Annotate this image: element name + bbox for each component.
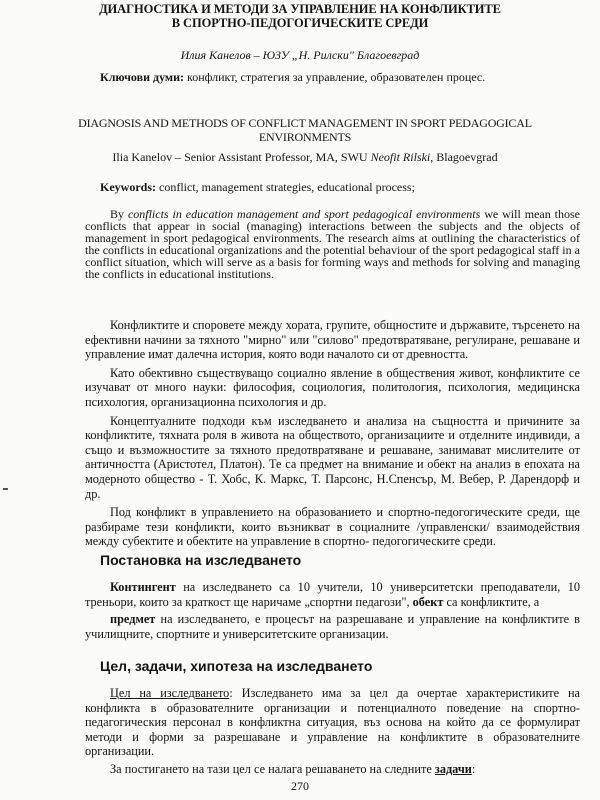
author-en bbox=[40, 150, 570, 164]
paragraph-text: За постигането на тази цел се налага решаването на следните bbox=[110, 761, 435, 776]
keywords-bg-label: Ключови думи: bbox=[100, 70, 185, 84]
section-paragraph bbox=[85, 580, 580, 609]
body-paragraph: Като обективно съществуващо социално явление в обществения живот, конфликтите се изучават от много науки: философия, социология, политология, психология, медицинска психология, организационна психология и др. bbox=[85, 365, 580, 409]
term-subject: предмет bbox=[110, 612, 156, 627]
author-en-pre: Ilia Kanelov – Senior Assistant Professor, MA, SWU bbox=[112, 150, 371, 164]
paragraph-text: на изследването, е процесът на разрешаване и управление на конфликтите в училищните, спортните и университетските организации. bbox=[85, 612, 580, 641]
keywords-en bbox=[100, 180, 570, 194]
abstract-paragraph bbox=[85, 208, 580, 280]
abstract-text: we will mean those conflicts that appear in social (managing) interactions between the subjects and the objects of management in sport pedagogical environments. The research aims at outlining the characteristics of the conflicts in educational organizations and the potential behaviour of the sport pedagogical staff in a conflict situation, which will serve as a basis for forming ways and methods for solving and managing the conflicts in educational institutions. bbox=[85, 207, 580, 281]
en-title-line: ENVIRONMENTS bbox=[258, 130, 352, 144]
section-paragraph bbox=[85, 686, 580, 759]
english-title bbox=[40, 116, 570, 144]
body-paragraph: Конфликтите и споровете между хората, групите, общностите и държавите, търсенето на ефективни начини за тяхното "мирно" или "силово" предотвратяване, регулиране, решаване и управление имат далечна история, която води началото си от древността. bbox=[85, 318, 580, 362]
section-paragraph bbox=[85, 762, 580, 777]
en-title-line: DIAGNOSIS AND METHODS OF CONFLICT MANAGEMENT IN SPORT PEDAGOGICAL bbox=[78, 116, 532, 130]
abstract-pre: By bbox=[110, 207, 128, 221]
keywords-bg bbox=[100, 70, 570, 84]
paper-title bbox=[40, 2, 560, 30]
scan-speck bbox=[3, 488, 8, 490]
keywords-en-label: Keywords: bbox=[100, 180, 156, 194]
body-paragraph: Под конфликт в управлението на образованието и спортно-педогогическите среди, ще разбираме тези конфликти, които възникват в социалните /управленски/ взаимодействия между субектите и обектите на управление в спортно- педогогическите среди. bbox=[85, 505, 580, 549]
paragraph-text: : Изследването има за цел да очертае характеристиките на конфликта в образователните организации и потенциалното поведение на спортно-педагогическия персонал в конфликтна ситуация, въз основа на който да се формулират методи и форми за разрешаване и управление на конфликтите в образователните организации. bbox=[85, 686, 581, 759]
author-en-post: , Blagoevgrad bbox=[430, 150, 498, 164]
term-contingent: Контингент bbox=[110, 580, 176, 594]
title-line: ДИАГНОСТИКА И МЕТОДИ ЗА УПРАВЛЕНИЕ НА КОНФЛИКТИТЕ bbox=[99, 2, 501, 16]
paragraph-text: са конфликтите, а bbox=[443, 594, 540, 609]
abstract bbox=[85, 208, 580, 280]
author-en-university: Neofit Rilski bbox=[370, 150, 431, 164]
section-goals bbox=[85, 686, 580, 780]
page-number: 270 bbox=[291, 779, 309, 793]
section-heading: Цел, задачи, хипотеза на изследването bbox=[100, 658, 373, 674]
term-goal: Цел на изследването bbox=[110, 686, 230, 700]
intro-body bbox=[85, 318, 580, 553]
term-tasks: задачи bbox=[434, 761, 472, 776]
body-paragraph: Концептуалните подходи към изследването и анализа на същността и причините за конфликтите, тяхната роля в живота на обществото, организациите и отделните индивиди, а също и възможностите за тяхното предотвратяване и решаване, занимават мислителите от античността (Аристотел, Платон). Те са предмет на внимание и обект на анализ в епохата на модерното общество - Т. Хобс, К. Маркс, Т. Парсонс, Н.Спенсър, М. Вебер, Р. Дарендорф и др. bbox=[85, 413, 580, 501]
paragraph-text: на изследването са 10 учители, 10 университетски преподаватели, 10 треньори, които за краткост ще наричаме „спортни педагози", bbox=[85, 580, 580, 609]
title-line: В СПОРТНО-ПЕДОГОГИЧЕСКИТЕ СРЕДИ bbox=[171, 16, 429, 30]
section-research-setup bbox=[85, 580, 580, 644]
keywords-en-text: conflict, management strategies, educational process; bbox=[156, 180, 415, 194]
abstract-term: conflicts in education management and sport pedagogical environments bbox=[127, 207, 481, 221]
section-heading: Постановка на изследването bbox=[100, 552, 302, 568]
term-object: обект bbox=[412, 594, 444, 609]
section-paragraph bbox=[85, 612, 580, 641]
keywords-bg-text: конфликт, стратегия за управление, образователен процес. bbox=[184, 70, 486, 84]
author-bg: Илия Канелов – ЮЗУ „Н. Рилски" Благоевград bbox=[180, 48, 420, 62]
paragraph-text: : bbox=[471, 761, 476, 776]
